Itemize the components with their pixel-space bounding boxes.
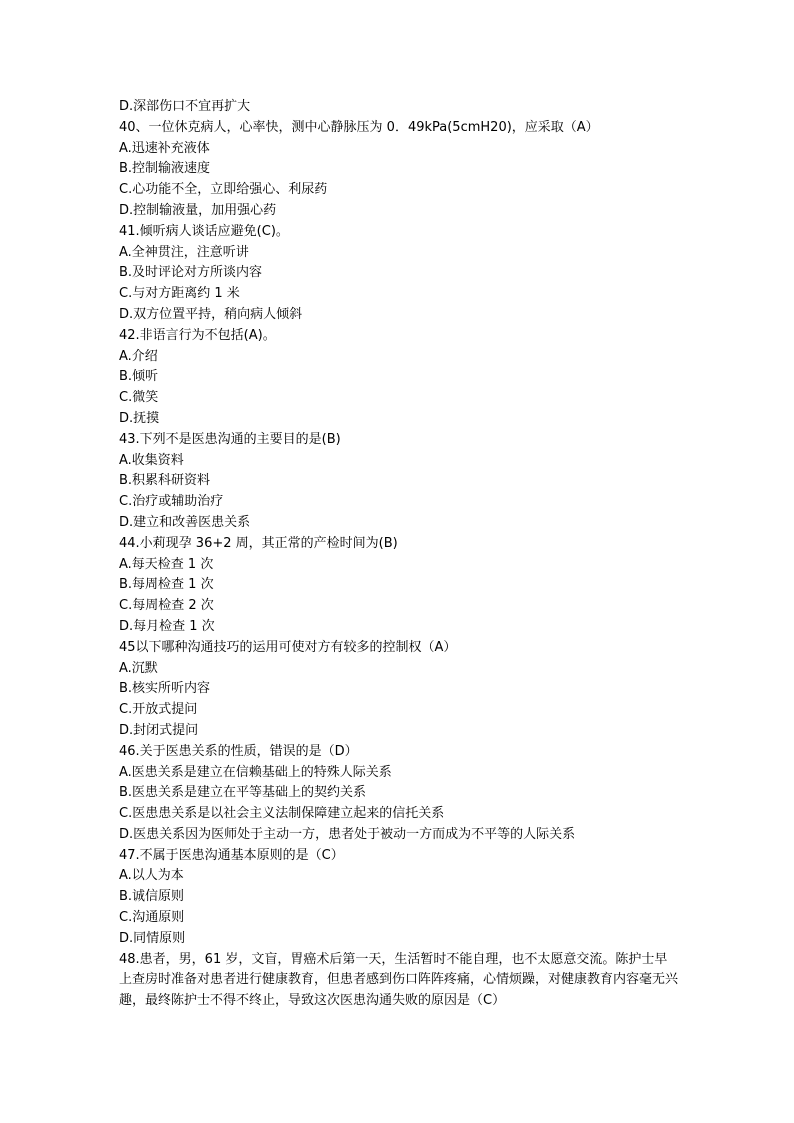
- text-line: C.心功能不全，立即给强心、利尿药: [119, 182, 328, 198]
- text-line: 43.下列不是医患沟通的主要目的是(B): [119, 431, 341, 447]
- text-line: A.以人为本: [119, 868, 184, 884]
- text-line: B.诚信原则: [119, 889, 185, 905]
- text-line: B.控制输液速度: [119, 161, 211, 177]
- text-line: B.医患关系是建立在平等基础上的契约关系: [119, 785, 367, 801]
- text-line: A.收集资料: [119, 452, 184, 468]
- text-line: D.深部伤口不宜再扩大: [119, 99, 251, 114]
- text-line: 47.不属于医患沟通基本原则的是（C）: [119, 847, 344, 863]
- text-line: D.同情原则: [119, 930, 186, 946]
- text-line: C.微笑: [119, 390, 159, 406]
- text-line: C.医患患关系是以社会主义法制保障建立起来的信托关系: [119, 806, 445, 822]
- text-line: B.核实所听内容: [119, 681, 211, 697]
- text-line: 40、一位休克病人，心率快，测中心静脉压为 0．49kPa(5cmH20)，应采取（A）: [119, 119, 599, 135]
- document-body: [119, 97, 679, 1012]
- text-line: A.迅速补充液体: [119, 140, 210, 156]
- text-line: A.沉默: [119, 660, 158, 676]
- text-line: A.介绍: [119, 348, 158, 364]
- text-line: D.控制输液量，加用强心药: [119, 202, 277, 218]
- text-line: D.抚摸: [119, 410, 160, 426]
- text-line: C.每周检查 2 次: [119, 598, 214, 614]
- text-line: D.每月检查 1 次: [119, 618, 215, 634]
- text-line: 44.小莉现孕 36+2 周，其正常的产检时间为(B): [119, 535, 398, 551]
- text-line: 46.关于医患关系的性质，错误的是（D）: [119, 743, 358, 759]
- text-line: 42.非语言行为不包括(A)。: [119, 327, 276, 343]
- text-line: C.治疗或辅助治疗: [119, 494, 224, 510]
- text-line: B.倾听: [119, 369, 159, 385]
- text-line: B.积累科研资料: [119, 473, 211, 489]
- question-48-paragraph: 48.患者，男，61 岁，文盲，胃癌术后第一天，生活暂时不能自理，也不太愿意交流。陈护士早上查房时准备对患者进行健康教育，但患者感到伤口阵阵疼痛，心情烦躁，对健康教育内容毫无兴趣，最终陈护士不得不终止，导致这次医患沟通失败的原因是（C）: [119, 951, 679, 1009]
- text-line: D.建立和改善医患关系: [119, 514, 251, 530]
- text-line: D.封闭式提问: [119, 722, 199, 738]
- text-line: 41.倾听病人谈话应避免(C)。: [119, 223, 289, 239]
- text-line: A.每天检查 1 次: [119, 556, 214, 572]
- text-line: D.医患关系因为医师处于主动一方，患者处于被动一方而成为不平等的人际关系: [119, 826, 576, 842]
- text-line: C.开放式提问: [119, 702, 198, 718]
- text-line: A.全神贯注，注意听讲: [119, 244, 249, 260]
- text-line: 45以下哪种沟通技巧的运用可使对方有较多的控制权（A）: [119, 639, 457, 655]
- text-line: D.双方位置平持，稍向病人倾斜: [119, 306, 303, 322]
- text-line: C.与对方距离约 1 米: [119, 286, 240, 302]
- text-line: A.医患关系是建立在信赖基础上的特殊人际关系: [119, 764, 392, 780]
- text-line: C.沟通原则: [119, 910, 185, 926]
- text-line: B.及时评论对方所谈内容: [119, 265, 263, 281]
- text-line: B.每周检查 1 次: [119, 577, 214, 593]
